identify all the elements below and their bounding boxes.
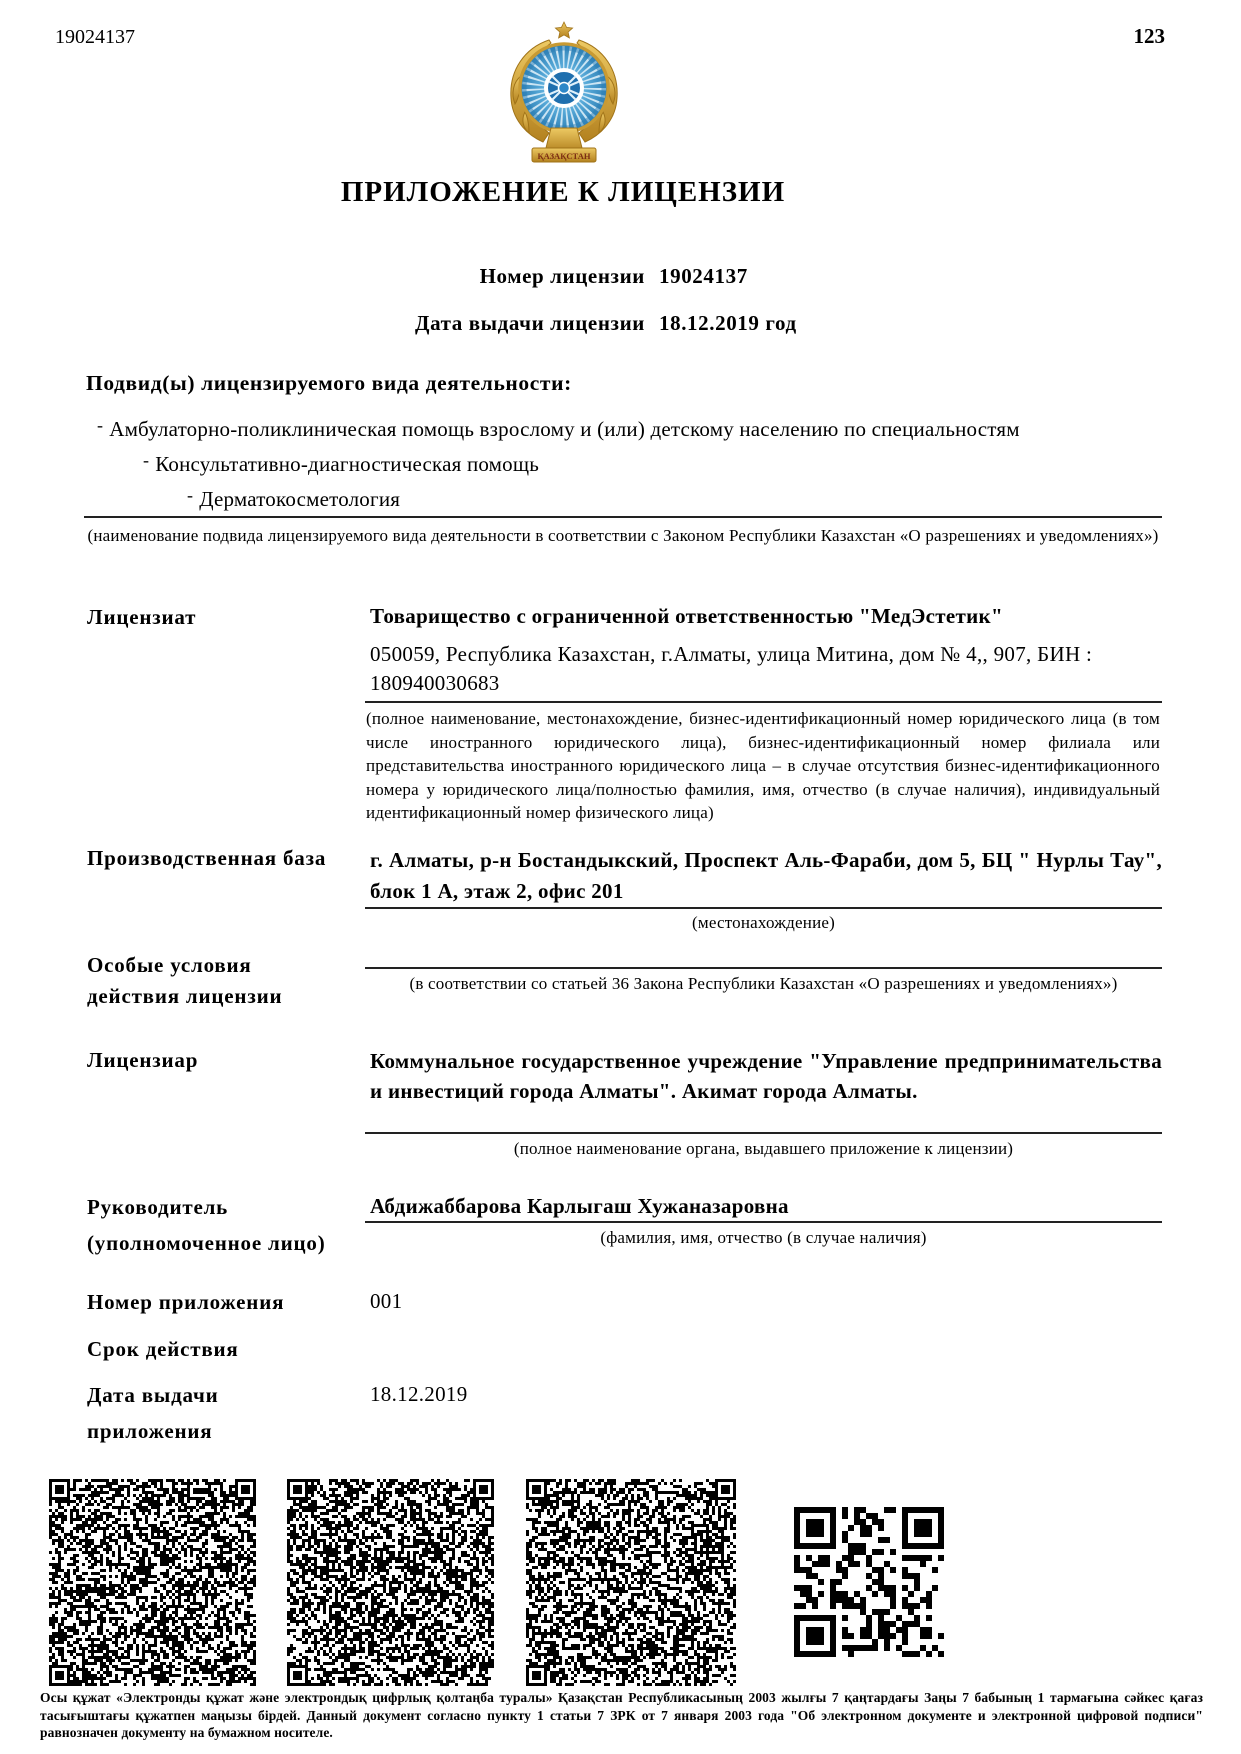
subtype-item: - Дерматокосметология [187, 485, 401, 511]
head-label: Руководитель (уполномоченное лицо) [87, 1195, 326, 1255]
emblem-banner-text: ҚАЗАҚСТАН [537, 151, 591, 161]
appendix-issue-date-value: 18.12.2019 [370, 1382, 468, 1406]
licensor-value: Коммунальное государственное учреждение "Управление предпринимательства и инвестиций города Алматы". Акимат города Алматы. [370, 1049, 1162, 1103]
license-number-value: 19024137 [659, 264, 748, 288]
validity-label: Срок действия [87, 1337, 239, 1361]
licensee-address: 050059, Республика Казахстан, г.Алматы, улица Митина, дом № 4,, 907, БИН : 180940030683 [370, 642, 1093, 695]
head-value: Абдижаббарова Карлыгаш Хужаназаровна [370, 1194, 789, 1218]
production-base-label: Производственная база [87, 846, 327, 870]
special-conditions-label: Особые условия действия лицензии [87, 953, 283, 1008]
licensor-note: (полное наименование органа, выдавшего приложение к лицензии) [513, 1139, 1014, 1158]
dash-bullet-icon: - [187, 485, 194, 505]
production-base-value: г. Алматы, р-н Бостандыкский, Проспект Аль-Фараби, дом 5, БЦ " Нурлы Тау", блок 1 А, этаж 2, офис 201 [370, 848, 1162, 903]
subtype-item: - Амбулаторно-поликлиническая помощь взрослому и (или) детскому населению по специальностям [97, 415, 1020, 441]
licensor-label: Лицензиар [87, 1048, 199, 1072]
appendix-issue-date-label: Дата выдачи приложения [87, 1383, 219, 1443]
subtypes-note: (наименование подвида лицензируемого вида деятельности в соответствии с Законом Республики Казахстан «О разрешениях и уведомлениях») [87, 526, 1159, 545]
licensee-name: Товарищество с ограниченной ответственностью "МедЭстетик" [370, 604, 1003, 628]
page-title: ПРИЛОЖЕНИЕ К ЛИЦЕНЗИИ [340, 176, 786, 208]
production-base-note: (местонахождение) [692, 913, 835, 932]
divider-line [365, 967, 1162, 969]
special-conditions-note: (в соответствии со статьей 36 Закона Республики Казахстан «О разрешениях и уведомлениях») [409, 974, 1118, 993]
subtype-item: - Консультативно-диагностическая помощь [143, 450, 540, 476]
dash-bullet-icon: - [97, 415, 104, 435]
divider-line [365, 1132, 1162, 1134]
document-number: 19024137 [55, 26, 135, 48]
divider-line [365, 907, 1162, 909]
license-number-label: Номер лицензии [479, 264, 645, 288]
footer-legal-text: Осы құжат «Электронды құжат және электрондық цифрлық қолтаңба туралы» Қазақстан Республикасының 2003 жылғы 7 қаңтардағы Заңы 7 бабының 1 тармағына сәйкес қағаз тасығыштағы құжатпен маңызы бірдей. Данный документ согласно пункту 1 статьи 7 ЗРК от 7 января 2003 года "Об электронном документе и электронной цифровой подписи" равнозначен документу на бумажном носителе. [40, 1690, 1203, 1740]
license-date-value: 18.12.2019 год [659, 311, 797, 335]
page-number: 123 [1133, 24, 1165, 48]
divider-line [365, 1221, 1162, 1223]
data-matrix-barcode-2 [287, 1479, 496, 1686]
dash-bullet-icon: - [143, 450, 150, 470]
qr-code [794, 1507, 949, 1660]
data-matrix-barcode-3 [526, 1479, 736, 1686]
head-note: (фамилия, имя, отчество (в случае наличия) [600, 1228, 927, 1247]
divider-line [84, 516, 1162, 518]
licensee-label: Лицензиат [87, 605, 197, 629]
subtypes-heading: Подвид(ы) лицензируемого вида деятельности: [86, 371, 572, 395]
licensee-note: (полное наименование, местонахождение, бизнес-идентификационный номер юридического лица (в том числе иностранного юридического лица), бизнес-идентификационный номер филиала или представительства иностранного юридического лица – в случае отсутствия бизнес-идентификационного номера у юридического лица/полностью фамилия, имя, отчество (в случае наличия), индивидуальный идентификационный номер физического лица) [366, 709, 1160, 822]
license-date-label: Дата выдачи лицензии [415, 311, 645, 335]
appendix-number-value: 001 [370, 1289, 403, 1313]
data-matrix-barcode-1 [49, 1479, 257, 1686]
kazakhstan-emblem-icon [503, 20, 625, 175]
divider-line [365, 701, 1162, 703]
appendix-number-label: Номер приложения [87, 1290, 285, 1314]
